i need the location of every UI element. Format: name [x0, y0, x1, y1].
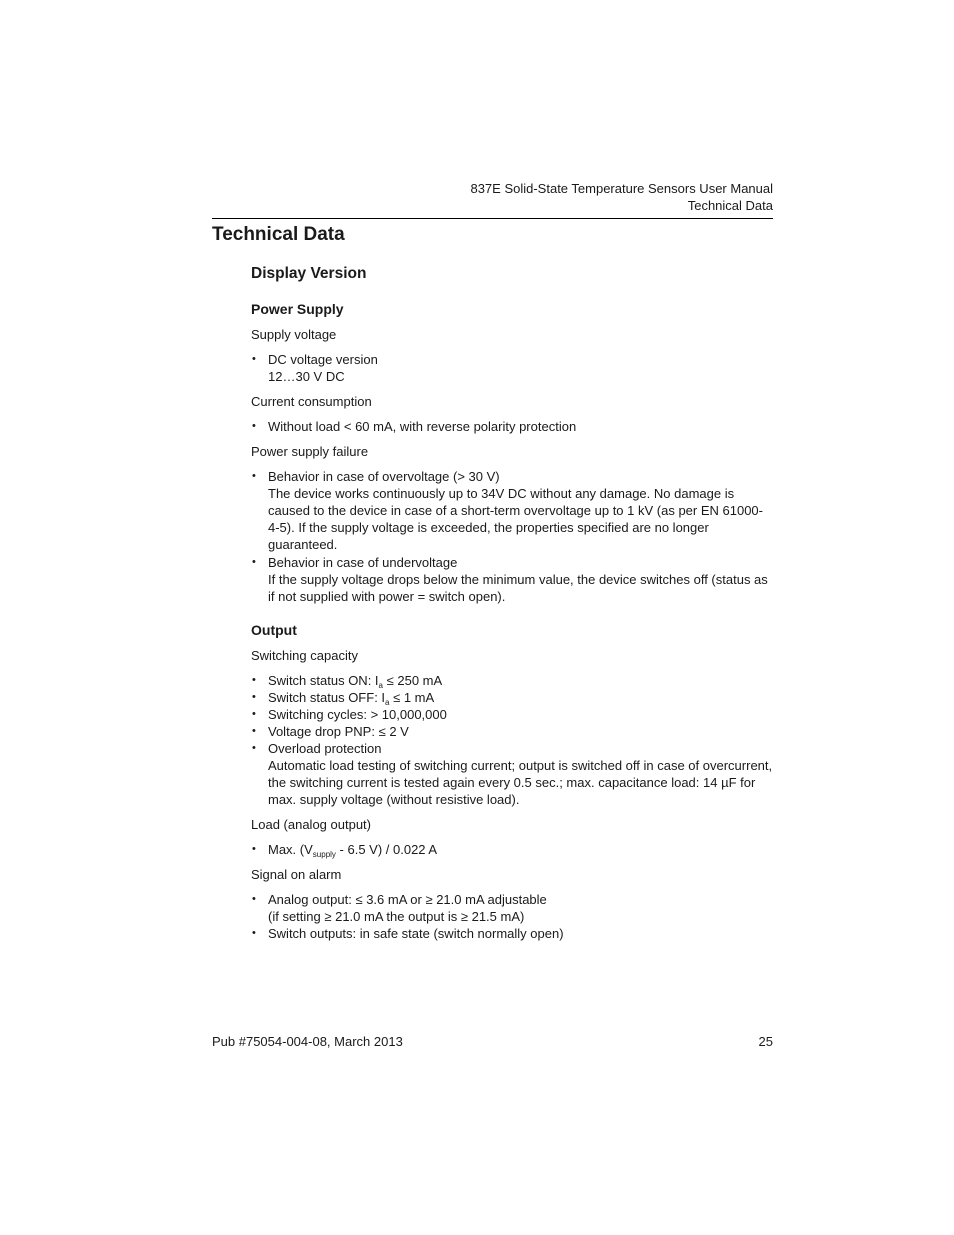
- list-item: • Switching cycles: > 10,000,000: [251, 706, 773, 723]
- header-section: Technical Data: [687, 198, 773, 213]
- running-header: [212, 180, 773, 214]
- failure-label: Power supply failure: [251, 444, 369, 459]
- current-list: [251, 418, 773, 435]
- failure-list: [251, 468, 773, 605]
- supply-voltage-list: [251, 351, 773, 385]
- list-item: • Switch status OFF: $I_a \le 1$ mA: [251, 689, 773, 706]
- page-number: 25: [758, 1034, 773, 1049]
- page-title: Technical Data: [212, 224, 345, 245]
- list-item: • Switch status ON: $I_a \le 250$ mA: [251, 672, 773, 689]
- load-list: [251, 841, 773, 858]
- list-item: • Max. ($V_{supply} - 6.5$ V) / 0.022 A: [251, 841, 773, 858]
- list-item: • Behavior in case of undervoltage If the supply voltage drops below the minimum value, the device switches off (status as if not supplied with power = switch open).: [251, 554, 773, 605]
- supply-voltage-label: Supply voltage: [251, 327, 337, 342]
- publication-info: Pub #75054-004-08, March 2013: [212, 1034, 403, 1049]
- load-label: Load (analog output): [251, 817, 371, 832]
- list-item: • Overload protection Automatic load testing of switching current; output is switched off in case of overcurrent, the switching current is tested again every 0.5 sec.; max. capacitance load: 14 µF for max. supply voltage (without resistive load).: [251, 740, 773, 808]
- list-item: • Without load < 60 mA, with reverse polarity protection: [251, 418, 773, 435]
- power-supply-heading: Power Supply: [251, 301, 344, 317]
- main-content: [251, 264, 773, 942]
- list-item: • Analog output: ≤ 3.6 mA or ≥ 21.0 mA adjustable (if setting ≥ 21.0 mA the output is ≥ 21.5 mA): [251, 891, 773, 925]
- display-version-heading: Display Version: [251, 265, 367, 282]
- list-item: • Voltage drop PNP: ≤ 2 V: [251, 723, 773, 740]
- switching-list: [251, 672, 773, 808]
- alarm-label: Signal on alarm: [251, 867, 342, 882]
- alarm-list: [251, 891, 773, 942]
- header-rule: [212, 218, 773, 219]
- list-item: • Behavior in case of overvoltage (> 30 V) The device works continuously up to 34V DC without any damage. No damage is caused to the device in case of a short-term overvoltage up to 1 kV (as per EN 61000-4-5). If the supply voltage is exceeded, the properties specified are no longer guaranteed.: [251, 468, 773, 553]
- list-item: • Switch outputs: in safe state (switch normally open): [251, 925, 773, 942]
- output-heading: Output: [251, 622, 297, 638]
- manual-title: 837E Solid-State Temperature Sensors User Manual: [470, 181, 773, 196]
- list-item: • DC voltage version 12…30 V DC: [251, 351, 773, 385]
- current-consumption-label: Current consumption: [251, 394, 372, 409]
- switching-capacity-label: Switching capacity: [251, 648, 358, 663]
